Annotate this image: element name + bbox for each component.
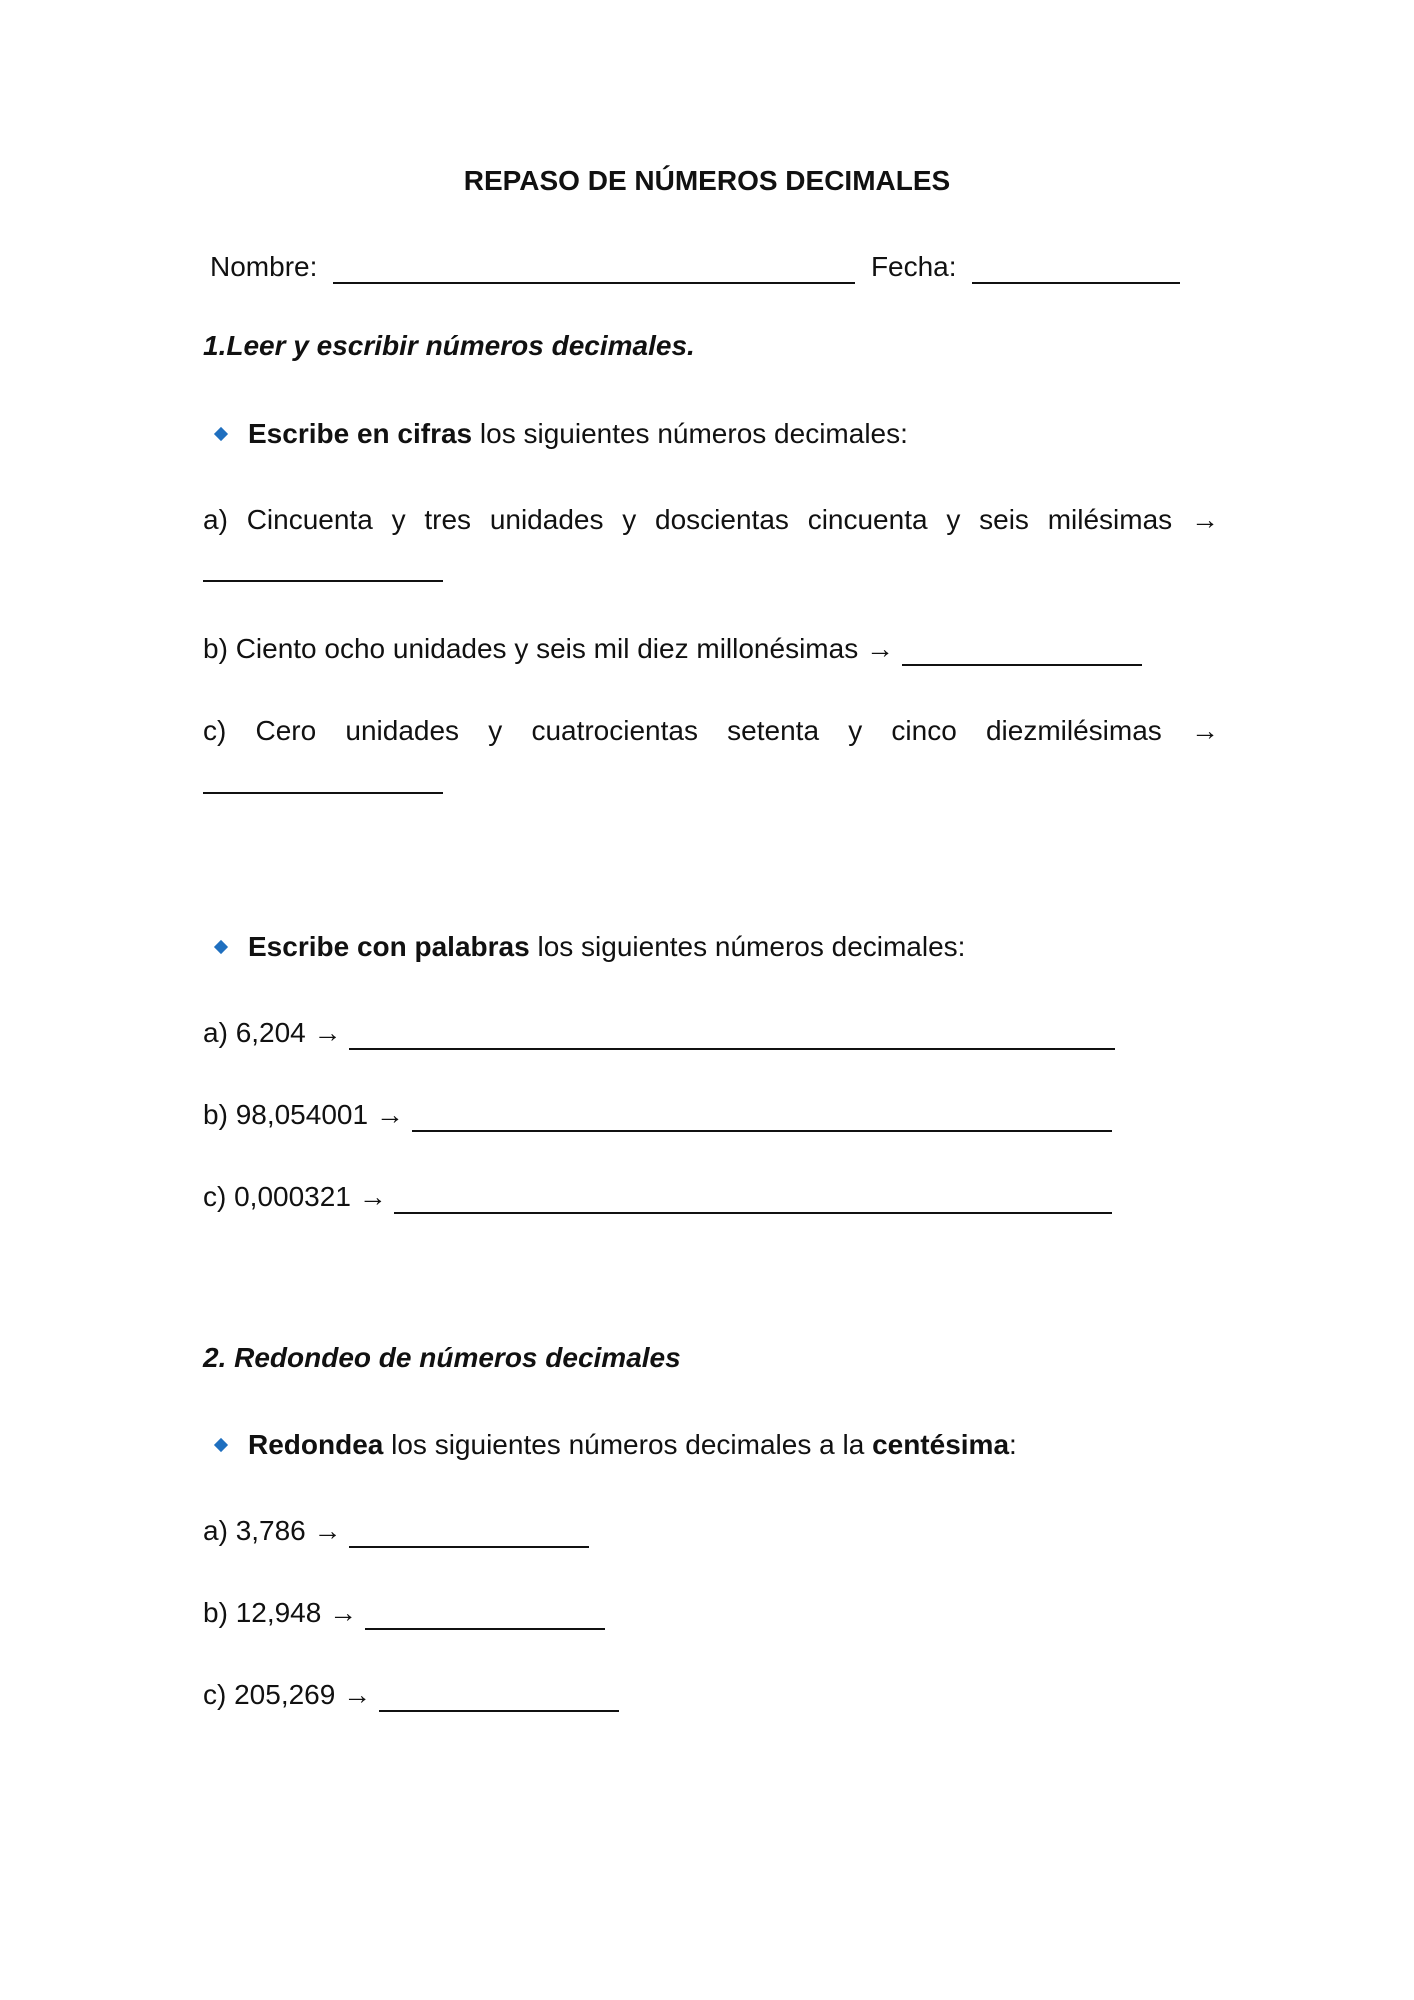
word: cincuenta bbox=[807, 504, 928, 535]
word: setenta bbox=[727, 715, 820, 746]
word: cuatrocientas bbox=[531, 715, 698, 746]
task3-answer-a[interactable] bbox=[349, 1516, 589, 1548]
task2-answer-c[interactable] bbox=[394, 1182, 1112, 1214]
task1-answer-a[interactable] bbox=[203, 550, 443, 582]
name-date-row bbox=[210, 250, 1180, 284]
task2-item-a bbox=[203, 1016, 1115, 1050]
task1-item-b bbox=[203, 632, 1142, 666]
task1-instruction bbox=[216, 417, 908, 451]
task2-bold: Escribe con palabras bbox=[248, 931, 530, 962]
task2-item-b bbox=[203, 1098, 1112, 1132]
item-letter: a) bbox=[203, 1515, 228, 1546]
word: diezmilésimas bbox=[985, 715, 1162, 746]
task1-rest: los siguientes números decimales: bbox=[479, 418, 908, 449]
task1-item-a bbox=[203, 503, 1219, 537]
item-letter: c) bbox=[203, 715, 227, 746]
task3-answer-c[interactable] bbox=[379, 1680, 619, 1712]
task3-item-a bbox=[203, 1514, 589, 1548]
arrow-icon: → bbox=[329, 1597, 358, 1628]
arrow-icon: → bbox=[375, 1099, 404, 1130]
date-field[interactable] bbox=[972, 252, 1180, 284]
item-value: 12,948 bbox=[235, 1597, 322, 1628]
task3-item-c bbox=[203, 1678, 619, 1712]
task1-answer-c[interactable] bbox=[203, 762, 443, 794]
item-value: 98,054001 bbox=[235, 1099, 369, 1130]
item-value: 6,204 bbox=[235, 1017, 306, 1048]
word: milésimas bbox=[1047, 504, 1173, 535]
item-letter: a) bbox=[203, 1017, 228, 1048]
arrow-icon: → bbox=[313, 1017, 342, 1048]
word: y bbox=[622, 504, 637, 535]
arrow-icon: → bbox=[1190, 504, 1219, 535]
task2-answer-b[interactable] bbox=[412, 1100, 1112, 1132]
page-title: REPASO DE NÚMEROS DECIMALES bbox=[463, 165, 951, 196]
word: cinco bbox=[891, 715, 957, 746]
arrow-icon: → bbox=[1190, 715, 1219, 746]
word: Cincuenta bbox=[246, 504, 373, 535]
word: unidades bbox=[345, 715, 460, 746]
arrow-icon: → bbox=[358, 1181, 387, 1212]
task3-mid: los siguientes números decimales a la bbox=[391, 1429, 865, 1460]
word: y bbox=[391, 504, 406, 535]
name-label: Nombre: bbox=[210, 251, 318, 282]
task3-answer-b[interactable] bbox=[365, 1598, 605, 1630]
word: tres bbox=[424, 504, 472, 535]
item-value: 205,269 bbox=[234, 1679, 336, 1710]
name-field[interactable] bbox=[333, 252, 855, 284]
task1-item-c bbox=[203, 714, 1219, 748]
word: doscientas bbox=[655, 504, 789, 535]
task3-instruction bbox=[216, 1428, 1017, 1462]
diamond-bullet-icon bbox=[214, 1438, 228, 1452]
diamond-bullet-icon bbox=[214, 940, 228, 954]
date-label: Fecha: bbox=[870, 251, 957, 282]
diamond-bullet-icon bbox=[214, 427, 228, 441]
word: seis bbox=[979, 504, 1029, 535]
item-letter: c) bbox=[203, 1181, 227, 1212]
item-text: Ciento ocho unidades y seis mil diez millonésimas bbox=[235, 633, 859, 664]
arrow-icon: → bbox=[343, 1679, 372, 1710]
word: unidades bbox=[489, 504, 604, 535]
task2-instruction bbox=[216, 930, 965, 964]
item-letter: b) bbox=[203, 1597, 228, 1628]
task1-bold: Escribe en cifras bbox=[248, 418, 473, 449]
arrow-icon: → bbox=[865, 633, 894, 664]
word: y bbox=[848, 715, 863, 746]
item-letter: b) bbox=[203, 1099, 228, 1130]
word: y bbox=[488, 715, 503, 746]
item-letter: c) bbox=[203, 1679, 227, 1710]
word: Cero bbox=[255, 715, 317, 746]
item-value: 0,000321 bbox=[234, 1181, 351, 1212]
task1-answer-b[interactable] bbox=[902, 634, 1142, 666]
item-letter: b) bbox=[203, 633, 228, 664]
task2-rest: los siguientes números decimales: bbox=[537, 931, 966, 962]
task3-bold-2: centésima bbox=[872, 1429, 1010, 1460]
arrow-icon: → bbox=[313, 1515, 342, 1546]
task3-end: : bbox=[1009, 1429, 1017, 1460]
item-letter: a) bbox=[203, 504, 228, 535]
task2-item-c bbox=[203, 1180, 1112, 1214]
section1-heading: 1.Leer y escribir números decimales. bbox=[203, 330, 695, 361]
item-value: 3,786 bbox=[235, 1515, 306, 1546]
task3-item-b bbox=[203, 1596, 605, 1630]
task2-answer-a[interactable] bbox=[349, 1018, 1115, 1050]
word: y bbox=[946, 504, 961, 535]
section2-heading: 2. Redondeo de números decimales bbox=[203, 1342, 681, 1373]
task3-bold-1: Redondea bbox=[248, 1429, 384, 1460]
